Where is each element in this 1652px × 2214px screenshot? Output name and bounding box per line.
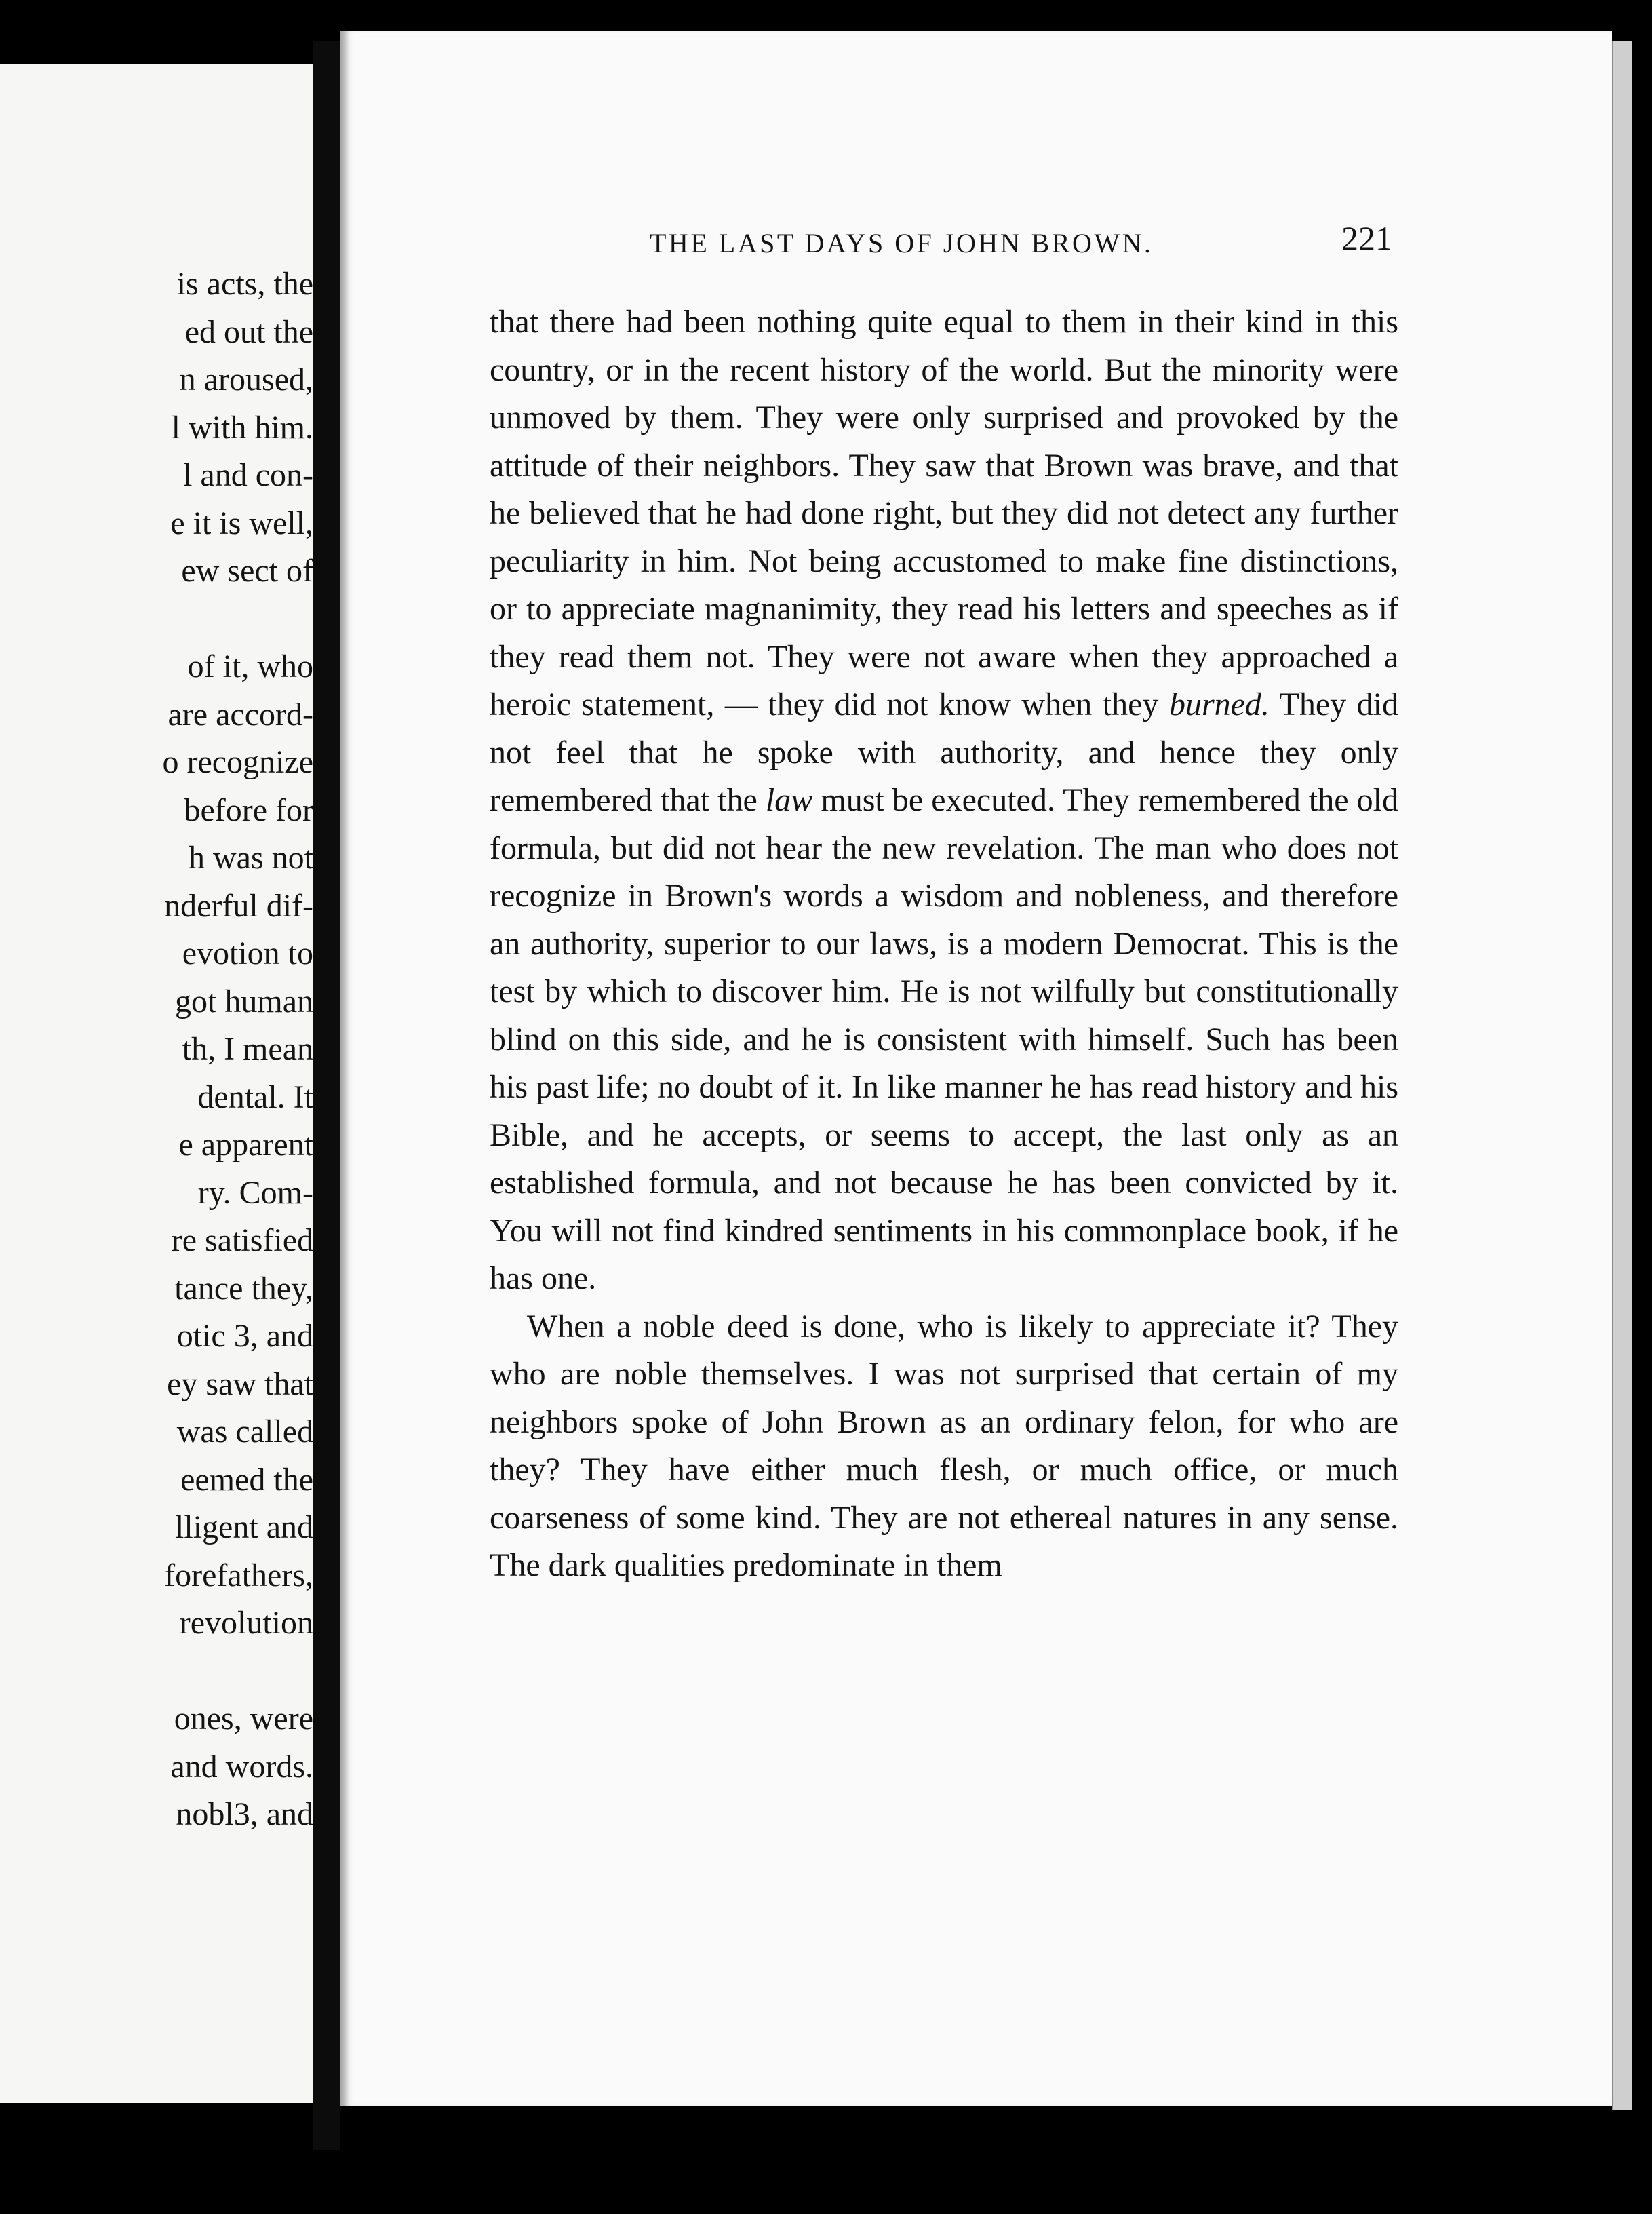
italic-word-law: law (765, 782, 813, 818)
facing-page-line: otic 3, and (176, 1318, 313, 1354)
facing-page-line: forefathers, (164, 1557, 313, 1593)
facing-page-line: n aroused, (179, 362, 313, 397)
paragraph-1-part-a: that there had been nothing quite equal to them in their kind in this country, or in the recent history of the world. But the minority were unmoved by them. They were only surprised and provoked by the attitude of their neighbors. They saw that Brown was brave, and that he believed that he had done right, but they did not detect any further peculiarity in him. Not being accustomed to make fine distinctions, or to appreciate magnanimity, they read his letters and speeches as if they read them not. They were not aware when they approached a heroic statement, — they did not know when they (490, 304, 1398, 722)
facing-page-line: evotion to (182, 935, 313, 971)
facing-page-line: tance they, (174, 1270, 313, 1306)
paragraph-1 (490, 298, 1398, 1303)
page-edge (1612, 41, 1632, 2110)
facing-page-line: ew sect of (181, 553, 313, 589)
facing-page-left (0, 64, 315, 2103)
italic-word-burned: burned. (1168, 686, 1270, 722)
book-gutter (313, 41, 340, 2150)
paragraph-1-part-b: They did not feel that he spoke with authority, and hence they only remembered that the (490, 686, 1399, 818)
facing-page-line: before for (184, 792, 313, 828)
facing-page-line: and words. (170, 1748, 313, 1785)
facing-page-line: was called (176, 1414, 313, 1450)
paragraph-2: When a noble deed is done, who is likely to appreciate it? They who are noble themselves. I was not surprised that certain of my neighbors spoke of John Brown as an ordinary felon, for who are they? They have either much flesh, or much office, or much coarseness of some kind. They are not ethereal natures in any sense. The dark qualities predominate in them (490, 1308, 1398, 1583)
body-text (490, 298, 1398, 1590)
facing-page-line: e it is well, (170, 505, 313, 541)
running-head: THE LAST DAYS OF JOHN BROWN. (650, 228, 1154, 258)
facing-page-line: ed out the (184, 313, 313, 350)
facing-page-line: l and con- (183, 457, 313, 493)
facing-page-line: e apparent (178, 1127, 313, 1163)
facing-page-line: revolution (179, 1605, 313, 1641)
facing-page-line: nderful dif- (164, 887, 313, 924)
facing-page-line: re satisfied (171, 1222, 313, 1258)
facing-page-line: nobl3, and (176, 1796, 313, 1832)
facing-page-line: dental. It (197, 1079, 313, 1115)
facing-page-line: got human (175, 983, 313, 1019)
facing-page-line: eemed the (180, 1461, 313, 1498)
facing-page-line: o recognize (162, 744, 313, 780)
facing-page-line: of it, who (187, 648, 313, 684)
facing-page-line: are accord- (168, 696, 313, 733)
facing-page-line: h was not (189, 840, 313, 876)
facing-page-line: ones, were (174, 1701, 313, 1736)
facing-page-line: th, I mean (182, 1031, 313, 1067)
facing-page-line: lligent and (175, 1509, 313, 1545)
facing-page-line: is acts, the (176, 266, 313, 302)
facing-page-line: l with him. (171, 409, 313, 446)
facing-page-line: ey saw that (167, 1365, 313, 1402)
facing-page-line: ry. Com- (197, 1174, 313, 1211)
paragraph-1-part-c: must be executed. They remembered the old formula, but did not hear the new revelation. The man who does not recognize in Brown's words a wisdom and nobleness, and therefore an authority, superior to our laws, is a modern Democrat. This is the test by which to discover him. He is not wilfully but constitutionally blind on this side, and he is consistent with himself. Such has been his past life; no doubt of it. In like manner he has read history and his Bible, and he accepts, or seems to accept, the last only as an established formula, and not because he has been convicted by it. You will not find kindred sentiments in his commonplace book, if he has one. (490, 782, 1398, 1296)
page-number: 221 (1341, 219, 1392, 257)
